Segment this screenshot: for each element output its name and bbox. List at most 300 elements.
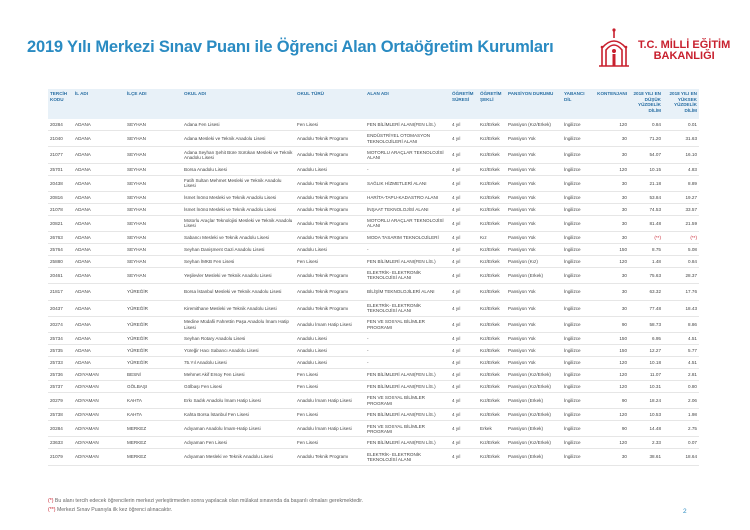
table-cell: Pansiyon (Erkek) [506,267,562,283]
table-cell: ADANA [73,163,125,175]
column-header: 2018 YILI EN YÜKSEK YÜZDELİK DİLİM [663,89,699,119]
column-header: İL ADI [73,89,125,119]
table-cell: 4.83 [663,163,699,175]
table-cell: Pansiyon (Erkek) [506,392,562,408]
column-header: 2018 YILI EN DÜŞÜK YÜZDELİK DİLİM [629,89,663,119]
page-title: 2019 Yılı Merkezi Sınav Puanı ile Öğrenci Alan Ortaöğretim Kurumları [27,38,554,56]
table-cell: 11.07 [629,369,663,381]
table-cell: - [365,163,450,175]
table-cell: 38.61 [629,449,663,465]
table-cell: Kız/Erkek [478,215,506,231]
table-cell: 4 yıl [450,130,478,146]
table-cell: 25735 [48,345,73,357]
table-cell: Seyhan Danişment Gazi Anadolu Lisesi [182,244,295,256]
table-cell: 23633 [48,437,73,449]
table-cell: 30 [592,284,629,300]
table-cell: 18.43 [663,300,699,316]
table-cell: 4 yıl [450,284,478,300]
table-cell: İNŞAAT TEKNOLOJİSİ ALANI [365,203,450,215]
table-cell: Kız/Erkek [478,409,506,421]
table-cell: Kız/Erkek [478,369,506,381]
table-cell: 10.15 [629,163,663,175]
table-cell: İngilizce [562,357,592,369]
table-cell: Erkı Sadık Anadolu İmam Hatip Lisesi [182,392,295,408]
table-cell: YÜREĞİR [125,316,182,332]
table-cell: 5.77 [663,345,699,357]
table-cell: Pansiyon (Kız/Erkek) [506,437,562,449]
table-cell: 0.07 [663,437,699,449]
table-cell: FEN VE SOSYAL BİLİMLER PROGRAMI [365,316,450,332]
footnote-2-marker: (**) [48,507,56,513]
table-cell: Kiremithane Mesleki ve Teknik Anadolu Lisesi [182,300,295,316]
table-cell: 21817 [48,284,73,300]
table-cell: Anadolu Teknik Programı [295,232,365,244]
table-cell: ADANA [73,119,125,130]
table-cell: Anadolu Lisesi [295,357,365,369]
table-cell: İngilizce [562,147,592,163]
table-cell: 20284 [48,421,73,437]
table-cell: 17.76 [663,284,699,300]
table-cell: 14.48 [629,421,663,437]
table-cell: Anadolu İmam Hatip Lisesi [295,392,365,408]
table-row [48,215,699,231]
table-cell: Pansiyon (Erkek) [506,449,562,465]
table-cell: Anadolu Teknik Programı [295,130,365,146]
table-cell: 4 yıl [450,119,478,130]
table-cell: SEYHAN [125,232,182,244]
table-cell: ADANA [73,316,125,332]
column-header: ÖĞRETİM SÜRESİ [450,89,478,119]
table-cell: Seyhan Rotary Anadolu Lisesi [182,333,295,345]
table-cell: Pansiyon (Erkek) [506,421,562,437]
table-cell: 21077 [48,147,73,163]
table-cell: 25734 [48,333,73,345]
table-cell: İngilizce [562,392,592,408]
table-cell: SEYHAN [125,119,182,130]
table-cell: İngilizce [562,163,592,175]
table-row [48,357,699,369]
table-cell: (**) [629,232,663,244]
footnote-1-text: Bu alanı tercih edecek öğrencilerin merkezi yerleştirmeden sonra yapılacak olan mülakat sınavında da başarılı olmaları gerekmektedir. [53,498,364,504]
table-cell: Anadolu Teknik Programı [295,449,365,465]
table-row [48,300,699,316]
table-cell: Adana Fen Lisesi [182,119,295,130]
table-cell: 4 yıl [450,333,478,345]
table-row [48,421,699,437]
table-cell: İngilizce [562,130,592,146]
table-cell: Pansiyon Yok [506,232,562,244]
table-cell: ADIYAMAN [73,392,125,408]
table-cell: ADIYAMAN [73,421,125,437]
footnote-1 [48,498,363,504]
table-row [48,284,699,300]
table-cell: Fen Lisesi [295,119,365,130]
table-cell: 120 [592,369,629,381]
table-cell: 75.Yıl Anadolu Lisesi [182,357,295,369]
table-cell: KAHTA [125,409,182,421]
table-cell: 30 [592,232,629,244]
table-cell: Pansiyon Yok [506,316,562,332]
table-cell: ADANA [73,215,125,231]
table-cell: GÖLBAŞI [125,380,182,392]
table-cell: Motorlu Araçlar Teknolojisi Mesleki ve Teknik Anadolu Lisesi [182,215,295,231]
table-cell: 4 yıl [450,449,478,465]
table-row [48,345,699,357]
table-cell: 53.84 [629,191,663,203]
table-cell: 25736 [48,369,73,381]
table-cell: Pansiyon Yok [506,147,562,163]
table-cell: Pansiyon (Kız/Erkek) [506,380,562,392]
table-cell: İngilizce [562,380,592,392]
table-cell: 21.59 [663,215,699,231]
table-cell: Seyhan İMKB Fen Lisesi [182,255,295,267]
table-cell: 28.37 [663,267,699,283]
table-cell: 20284 [48,119,73,130]
table-cell: ADIYAMAN [73,380,125,392]
table-row [48,147,699,163]
table-cell: 2.81 [663,369,699,381]
table-cell: İngilizce [562,215,592,231]
table-cell: 31.63 [663,130,699,146]
table-cell: 0.80 [663,380,699,392]
table-cell: FEN BİLİMLERİ ALANI(FEN LİS.) [365,119,450,130]
table-cell: İngilizce [562,333,592,345]
table-row [48,267,699,283]
table-row [48,449,699,465]
table-cell: Kız/Erkek [478,119,506,130]
table-cell: Pansiyon Yok [506,300,562,316]
column-header: KONTENJANI [592,89,629,119]
column-header: TERCİH KODU [48,89,73,119]
table-cell: 10.31 [629,380,663,392]
table-cell: 30 [592,147,629,163]
table-cell: 18.24 [629,392,663,408]
table-cell: SEYHAN [125,255,182,267]
table-cell: 10.53 [629,409,663,421]
table-row [48,119,699,130]
table-body [48,119,699,465]
table-cell: Pansiyon Yok [506,163,562,175]
table-cell: SEYHAN [125,191,182,203]
table-cell: SEYHAN [125,203,182,215]
table-row [48,244,699,256]
table-cell: Kız/Erkek [478,345,506,357]
table-cell: 21078 [48,203,73,215]
table-cell: 19.27 [663,191,699,203]
table-cell: İngilizce [562,421,592,437]
ministry-emblem-icon [594,26,634,72]
table-cell: İngilizce [562,175,592,191]
column-header: YABANCI DİL [562,89,592,119]
table-cell: Kız/Erkek [478,244,506,256]
table-cell: 4 yıl [450,244,478,256]
table-cell: FEN BİLİMLERİ ALANI(FEN LİS.) [365,369,450,381]
table-cell: 150 [592,244,629,256]
table-cell: Anadolu Teknik Programı [295,300,365,316]
table-cell: 4 yıl [450,163,478,175]
table-cell: - [365,357,450,369]
table-cell: İngilizce [562,369,592,381]
table-cell: 150 [592,345,629,357]
logo-line-2: BAKANLIĞI [653,50,715,62]
table-cell: Medine Müdafii Fahrettin Paşa Anadolu İmam Hatip Lisesi [182,316,295,332]
table-cell: İngilizce [562,191,592,203]
table-cell: Pansiyon Yok [506,175,562,191]
table-cell: Anadolu İmam Hatip Lisesi [295,316,365,332]
table-cell: 30 [592,130,629,146]
table-cell: İngilizce [562,409,592,421]
table-cell: 30 [592,175,629,191]
table-cell: 120 [592,163,629,175]
table-cell: İngilizce [562,203,592,215]
table-cell: 71.20 [629,130,663,146]
table-row [48,255,699,267]
table-cell: Pansiyon Yok [506,215,562,231]
ministry-logo [594,26,734,76]
table-cell: 5.08 [663,244,699,256]
table-cell: ADANA [73,175,125,191]
table-cell: 4 yıl [450,316,478,332]
table-cell: Borsa Anadolu Lisesi [182,163,295,175]
table-cell: MERKEZ [125,437,182,449]
table-cell: Kız/Erkek [478,255,506,267]
table-cell: ADANA [73,345,125,357]
table-cell: SEYHAN [125,244,182,256]
table-cell: - [365,244,450,256]
table-cell: 4 yıl [450,147,478,163]
table-cell: ADANA [73,203,125,215]
table-cell: Adıyaman Mesleki ve Teknik Anadolu Lisesi [182,449,295,465]
table-cell: 4 yıl [450,421,478,437]
table-row [48,163,699,175]
table-cell: FEN BİLİMLERİ ALANI(FEN LİS.) [365,380,450,392]
table-cell: BİLİŞİM TEKNOLOJİLERİ ALANI [365,284,450,300]
table-cell: ELEKTRİK- ELEKTRONİK TEKNOLOJİSİ ALANI [365,449,450,465]
table-cell: 8.75 [629,244,663,256]
table-cell: Kız/Erkek [478,380,506,392]
table-cell: ADANA [73,357,125,369]
table-cell: 90 [592,421,629,437]
table-cell: 0.84 [629,119,663,130]
table-cell: Pansiyon Yok [506,130,562,146]
table-cell: Sabancı Mesleki ve Teknik Anadolu Lisesi [182,232,295,244]
table-cell: Kız/Erkek [478,175,506,191]
table-cell: ADANA [73,147,125,163]
table-cell: MOTORLU ARAÇLAR TEKNOLOJİSİ ALANI [365,147,450,163]
table-cell: 20461 [48,267,73,283]
footnote-1-marker: (*) [48,498,54,504]
table-cell: Pansiyon Yok [506,191,562,203]
table-cell: 58.73 [629,316,663,332]
table-cell: Fen Lisesi [295,369,365,381]
table-cell: 30 [592,300,629,316]
table-cell: Kahta Borsa İstanbul Fen Lisesi [182,409,295,421]
table-cell: 120 [592,357,629,369]
table-cell: KAHTA [125,392,182,408]
table-cell: İngilizce [562,345,592,357]
table-cell: İngilizce [562,316,592,332]
table-cell: 20274 [48,316,73,332]
table-row [48,392,699,408]
table-cell: 2.33 [629,437,663,449]
table-cell: 21040 [48,130,73,146]
table-cell: 30 [592,449,629,465]
table-cell: 20816 [48,191,73,203]
table-cell: Anadolu Teknik Programı [295,175,365,191]
table-cell: Mehmet Akif Ersoy Fen Lisesi [182,369,295,381]
logo-line-1: T.C. MİLLİ EĞİTİM [638,39,731,51]
table-cell: 33.57 [663,203,699,215]
table-cell: Pansiyon (Kız/Erkek) [506,119,562,130]
table-cell: YÜREĞİR [125,345,182,357]
table-cell: 4 yıl [450,392,478,408]
table-cell: Borsa İstanbul Mesleki ve Teknik Anadolu Lisesi [182,284,295,300]
table-cell: Adıyaman Anadolu İmam-Hatip Lisesi [182,421,295,437]
table-cell: Fatih Sultan Mehmet Mesleki ve Teknik Anadolu Lisesi [182,175,295,191]
table-row [48,203,699,215]
table-cell: ADANA [73,244,125,256]
table-cell: İngilizce [562,437,592,449]
table-cell: 4 yıl [450,437,478,449]
table-cell: BESNİ [125,369,182,381]
table-cell: Pansiyon (Kız/Erkek) [506,369,562,381]
table-row [48,409,699,421]
table-cell: Fen Lisesi [295,437,365,449]
table-cell: FEN VE SOSYAL BİLİMLER PROGRAMI [365,421,450,437]
table-cell: 2.06 [663,392,699,408]
table-cell: 12.27 [629,345,663,357]
table-cell: Adana Seyhan Şehit Büre Sürükan Mesleki ve Teknik Anadolu Lisesi [182,147,295,163]
table-cell: İngilizce [562,300,592,316]
table-cell: 4 yıl [450,409,478,421]
table-row [48,333,699,345]
table-cell: Yeşilevler Mesleki ve Teknik Anadolu Lisesi [182,267,295,283]
table-cell: - [365,333,450,345]
table-cell: 4 yıl [450,215,478,231]
column-header: ALAN ADI [365,89,450,119]
table-cell: 4 yıl [450,369,478,381]
table-cell: İngilizce [562,244,592,256]
table-cell: 1.48 [629,255,663,267]
table-cell: ADIYAMAN [73,437,125,449]
table-cell: ADANA [73,267,125,283]
table-cell: ELEKTRİK- ELEKTRONİK TEKNOLOJİSİ ALANI [365,300,450,316]
table-cell: Fen Lisesi [295,409,365,421]
table-cell: 4 yıl [450,191,478,203]
table-cell: Pansiyon (Kız/Erkek) [506,409,562,421]
table-cell: Anadolu Lisesi [295,333,365,345]
table-cell: 6.95 [629,333,663,345]
table-row [48,191,699,203]
table-cell: Fen Lisesi [295,380,365,392]
table-cell: İsmet İnönü Mesleki ve Teknik Anadolu Lisesi [182,191,295,203]
table-cell: 21079 [48,449,73,465]
table-cell: 4 yıl [450,175,478,191]
table-cell: SEYHAN [125,163,182,175]
table-cell: 90 [592,316,629,332]
table-cell: Pansiyon (Kız) [506,255,562,267]
table-cell: 0.84 [663,255,699,267]
footnote-2 [48,507,172,513]
table-cell: İngilizce [562,119,592,130]
table-cell: Kız/Erkek [478,147,506,163]
table-cell: ADANA [73,255,125,267]
table-cell: Kız/Erkek [478,316,506,332]
table-cell: 90 [592,392,629,408]
table-cell: 4 yıl [450,357,478,369]
table-cell: Pansiyon Yok [506,333,562,345]
table-cell: 8.89 [663,175,699,191]
table-cell: 10.18 [629,357,663,369]
table-cell: 20437 [48,300,73,316]
table-cell: 8.86 [663,316,699,332]
table-cell: 30 [592,215,629,231]
table-cell: MODA TASARIM TEKNOLOJİLERİ [365,232,450,244]
table-cell: Adıyaman Fen Lisesi [182,437,295,449]
table-cell: YÜREĞİR [125,333,182,345]
table-cell: 25737 [48,380,73,392]
table-cell: Kız/Erkek [478,267,506,283]
table-cell: 20821 [48,215,73,231]
table-cell: 120 [592,437,629,449]
table-cell: Kız/Erkek [478,203,506,215]
table-cell: SEYHAN [125,130,182,146]
table-cell: Pansiyon Yok [506,244,562,256]
table-cell: Anadolu Teknik Programı [295,215,365,231]
table-cell: Anadolu Lisesi [295,163,365,175]
table-cell: Anadolu Lisesi [295,244,365,256]
table-cell: ADANA [73,130,125,146]
table-cell: Kız/Erkek [478,333,506,345]
table-cell: YÜREĞİR [125,284,182,300]
table-cell: 4 yıl [450,267,478,283]
table-cell: 4 yıl [450,203,478,215]
table-cell: Anadolu Teknik Programı [295,191,365,203]
schools-table [48,89,699,466]
table-row [48,369,699,381]
table-cell: Pansiyon Yok [506,284,562,300]
table-row [48,380,699,392]
table-cell: Kız/Erkek [478,130,506,146]
table-cell: 120 [592,380,629,392]
table-cell: 25733 [48,357,73,369]
table-cell: Kız/Erkek [478,191,506,203]
table-cell: 75.63 [629,267,663,283]
table-cell: 77.48 [629,300,663,316]
table-cell: YÜREĞİR [125,300,182,316]
table-cell: 4 yıl [450,380,478,392]
table-cell: MERKEZ [125,449,182,465]
table-cell: 25880 [48,255,73,267]
table-cell: Erkek [478,421,506,437]
table-cell: İngilizce [562,267,592,283]
table-row [48,316,699,332]
footnote-2-text: Merkezi Sınav Puanıyla ilk kez öğrenci alınacaktır. [55,507,173,513]
table-cell: Pansiyon Yok [506,345,562,357]
table-cell: 63.32 [629,284,663,300]
table-cell: Anadolu Lisesi [295,345,365,357]
table-cell: Kız/Erkek [478,357,506,369]
table-cell: Kız/Erkek [478,449,506,465]
table-cell: 4 yıl [450,345,478,357]
column-header: ÖĞRETİM ŞEKLİ [478,89,506,119]
column-header: OKUL ADI [182,89,295,119]
table-cell: FEN BİLİMLERİ ALANI(FEN LİS.) [365,255,450,267]
table-row [48,175,699,191]
table-cell: Anadolu Teknik Programı [295,147,365,163]
table-cell: Anadolu İmam Hatip Lisesi [295,421,365,437]
table-cell: - [365,345,450,357]
